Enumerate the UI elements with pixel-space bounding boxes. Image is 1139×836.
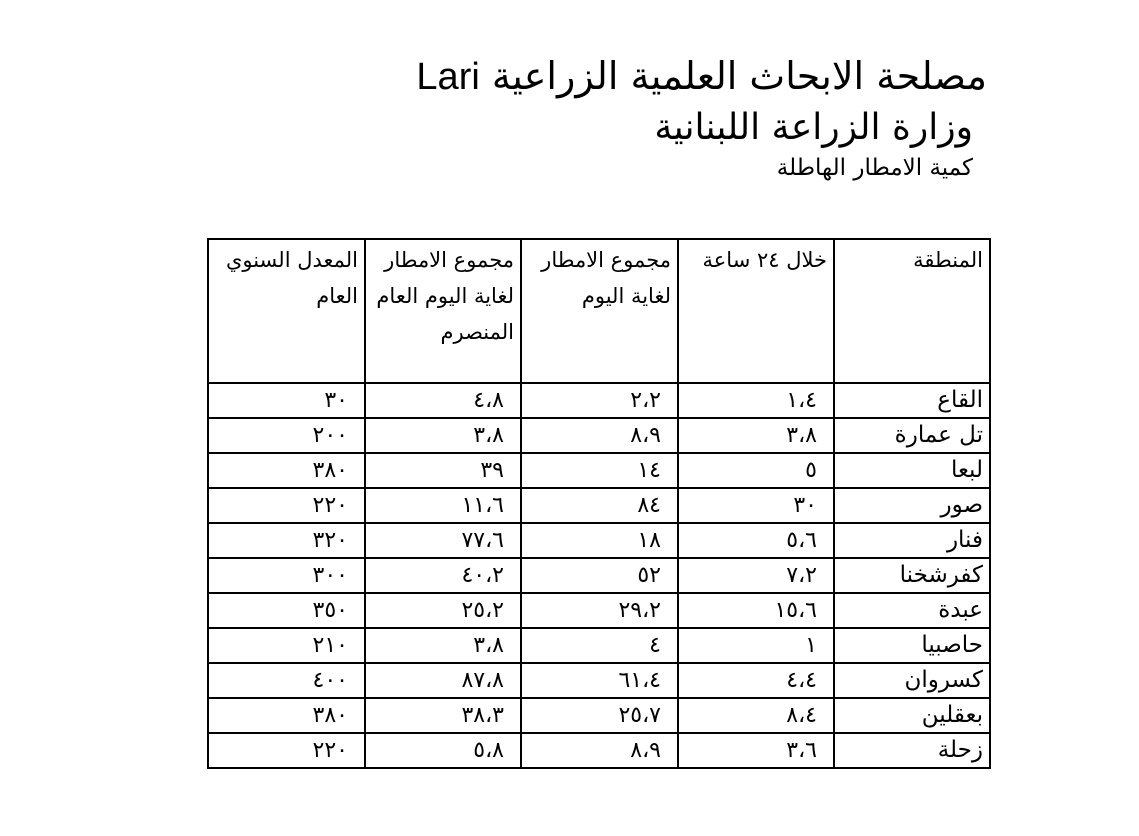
total-last-year-cell: ٥،٨ bbox=[365, 733, 521, 768]
rain-24h-cell: ٥ bbox=[678, 453, 834, 488]
annual-average-cell: ٢٠٠ bbox=[208, 418, 365, 453]
total-to-date-cell: ٨،٩ bbox=[521, 418, 678, 453]
total-to-date-cell: ١٨ bbox=[521, 523, 678, 558]
total-to-date-cell: ٢٩،٢ bbox=[521, 593, 678, 628]
total-last-year-cell: ٢٥،٢ bbox=[365, 593, 521, 628]
org-title bbox=[416, 50, 987, 103]
table-row bbox=[208, 418, 990, 453]
total-last-year-cell: ٣،٨ bbox=[365, 628, 521, 663]
total-to-date-cell: ٥٢ bbox=[521, 558, 678, 593]
total-to-date-cell: ٨،٩ bbox=[521, 733, 678, 768]
annual-average-cell: ٣٢٠ bbox=[208, 523, 365, 558]
region-cell: كفرشخنا bbox=[834, 558, 990, 593]
rain-24h-cell: ٣،٦ bbox=[678, 733, 834, 768]
document-header bbox=[416, 50, 987, 183]
total-last-year-cell: ٤،٨ bbox=[365, 383, 521, 418]
region-cell: عبدة bbox=[834, 593, 990, 628]
rain-24h-cell: ٣،٨ bbox=[678, 418, 834, 453]
annual-average-cell: ٢٢٠ bbox=[208, 488, 365, 523]
col-header-total-to-date: مجموع الامطار لغاية اليوم bbox=[521, 239, 678, 383]
annual-average-cell: ٣٥٠ bbox=[208, 593, 365, 628]
org-title-latin: Lari bbox=[416, 56, 480, 98]
rainfall-table bbox=[207, 238, 991, 769]
region-cell: حاصبيا bbox=[834, 628, 990, 663]
region-cell: صور bbox=[834, 488, 990, 523]
org-title-arabic: مصلحة الابحاث العلمية الزراعية bbox=[491, 54, 987, 98]
total-to-date-cell: ٦١،٤ bbox=[521, 663, 678, 698]
table-row bbox=[208, 558, 990, 593]
rain-24h-cell: ٧،٢ bbox=[678, 558, 834, 593]
total-to-date-cell: ٢،٢ bbox=[521, 383, 678, 418]
col-header-total-last-year: مجموع الامطار لغاية اليوم العام المنصرم bbox=[365, 239, 521, 383]
table-row bbox=[208, 523, 990, 558]
total-to-date-cell: ٨٤ bbox=[521, 488, 678, 523]
rain-24h-cell: ٥،٦ bbox=[678, 523, 834, 558]
col-header-24h: خلال ٢٤ ساعة bbox=[678, 239, 834, 383]
rain-24h-cell: ١،٤ bbox=[678, 383, 834, 418]
region-cell: زحلة bbox=[834, 733, 990, 768]
total-to-date-cell: ٢٥،٧ bbox=[521, 698, 678, 733]
total-last-year-cell: ٤٠،٢ bbox=[365, 558, 521, 593]
table-row bbox=[208, 628, 990, 663]
col-header-annual-average: المعدل السنوي العام bbox=[208, 239, 365, 383]
annual-average-cell: ٤٠٠ bbox=[208, 663, 365, 698]
region-cell: بعقلين bbox=[834, 698, 990, 733]
table-row bbox=[208, 453, 990, 488]
table-row bbox=[208, 383, 990, 418]
region-cell: فنار bbox=[834, 523, 990, 558]
rain-24h-cell: ٣٠ bbox=[678, 488, 834, 523]
rain-24h-cell: ٨،٤ bbox=[678, 698, 834, 733]
total-last-year-cell: ٣٨،٣ bbox=[365, 698, 521, 733]
region-cell: تل عمارة bbox=[834, 418, 990, 453]
table-row bbox=[208, 663, 990, 698]
rain-24h-cell: ٤،٤ bbox=[678, 663, 834, 698]
col-header-region: المنطقة bbox=[834, 239, 990, 383]
rainfall-subtitle: كمية الامطار الهاطلة bbox=[776, 155, 973, 181]
table-row bbox=[208, 733, 990, 768]
total-to-date-cell: ٤ bbox=[521, 628, 678, 663]
annual-average-cell: ٣٠ bbox=[208, 383, 365, 418]
region-cell: كسروان bbox=[834, 663, 990, 698]
table-header-row bbox=[208, 239, 990, 383]
table-row bbox=[208, 698, 990, 733]
table-row bbox=[208, 593, 990, 628]
annual-average-cell: ٣٠٠ bbox=[208, 558, 365, 593]
rain-24h-cell: ١ bbox=[678, 628, 834, 663]
total-last-year-cell: ٨٧،٨ bbox=[365, 663, 521, 698]
total-to-date-cell: ١٤ bbox=[521, 453, 678, 488]
total-last-year-cell: ٧٧،٦ bbox=[365, 523, 521, 558]
region-cell: لبعا bbox=[834, 453, 990, 488]
annual-average-cell: ٣٨٠ bbox=[208, 698, 365, 733]
annual-average-cell: ٣٨٠ bbox=[208, 453, 365, 488]
region-cell: القاع bbox=[834, 383, 990, 418]
table-row bbox=[208, 488, 990, 523]
total-last-year-cell: ٣،٨ bbox=[365, 418, 521, 453]
total-last-year-cell: ٣٩ bbox=[365, 453, 521, 488]
rain-24h-cell: ١٥،٦ bbox=[678, 593, 834, 628]
annual-average-cell: ٢١٠ bbox=[208, 628, 365, 663]
ministry-title: وزارة الزراعة اللبنانية bbox=[654, 107, 973, 148]
total-last-year-cell: ١١،٦ bbox=[365, 488, 521, 523]
annual-average-cell: ٢٢٠ bbox=[208, 733, 365, 768]
